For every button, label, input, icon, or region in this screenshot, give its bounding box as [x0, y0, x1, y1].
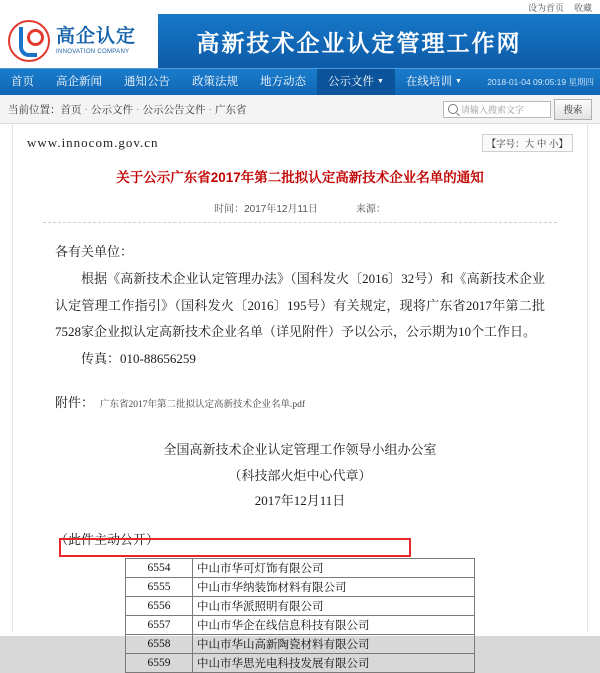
- article-time-label: 时间：: [214, 204, 245, 216]
- public-disclosure-note: （此件主动公开）: [55, 532, 160, 548]
- row-company-name: 中山市华纳装饰材料有限公司: [193, 578, 475, 597]
- signoff-org: 全国高新技术企业认定管理工作领导小组办公室: [163, 442, 437, 458]
- logo-en-text: INNOVATION COMPANY: [56, 48, 130, 55]
- article-time: [214, 200, 318, 215]
- chevron-down-icon: ▼: [454, 77, 462, 85]
- article-body: [55, 239, 545, 372]
- font-size-large[interactable]: 大: [524, 139, 535, 150]
- nav-label: 高企新闻: [56, 76, 102, 88]
- table-row[interactable]: [126, 578, 475, 597]
- nav-item-policy[interactable]: [181, 69, 249, 95]
- table-row[interactable]: [126, 597, 475, 616]
- site-title: 高新技术企业认定管理工作网: [196, 30, 522, 57]
- article-time-value: 2017年12月11日: [244, 204, 318, 216]
- nav-label: 地方动态: [260, 76, 306, 88]
- signoff-date: 2017年12月11日: [254, 493, 346, 509]
- nav-item-online-training[interactable]: [395, 69, 473, 95]
- breadcrumb-item-public-notice-files[interactable]: 公示公告文件: [142, 103, 206, 116]
- nav-item-home[interactable]: [0, 69, 45, 95]
- breadcrumb-separator: ·: [136, 103, 140, 115]
- breadcrumb-separator: ·: [84, 103, 88, 115]
- row-number: 6559: [126, 654, 193, 673]
- article-signoff: [13, 437, 587, 513]
- article-fax: 传真：010-88656259: [81, 350, 196, 366]
- row-company-name: 中山市华可灯饰有限公司: [193, 559, 475, 578]
- article-card: [12, 124, 588, 671]
- breadcrumb-bar: [0, 95, 600, 124]
- nav-label: 通知公告: [124, 76, 170, 88]
- site-url: www.innocom.gov.cn: [27, 135, 159, 150]
- attachment-label: 附件：: [55, 395, 95, 411]
- article-salutation: 各有关单位：: [55, 244, 134, 260]
- font-size-small[interactable]: 小: [548, 139, 559, 150]
- nav-item-notice[interactable]: [113, 69, 181, 95]
- nav-item-news[interactable]: [45, 69, 113, 95]
- site-banner: [0, 14, 600, 68]
- breadcrumb-item-public-files[interactable]: 公示文件: [91, 103, 133, 116]
- table-row[interactable]: [126, 616, 475, 635]
- chevron-down-icon: ▼: [377, 77, 384, 85]
- nav-clock: 2018-01-04 09:05:19 星期四: [487, 77, 594, 87]
- company-list-table: [125, 558, 475, 673]
- search-area: [443, 99, 592, 120]
- article-meta: [43, 200, 557, 223]
- row-number: 6554: [126, 559, 193, 578]
- row-company-name: 中山市华企在线信息科技有限公司: [193, 616, 475, 635]
- article-header-row: [13, 124, 587, 152]
- nav-item-local[interactable]: [249, 69, 317, 95]
- font-size-control: [482, 134, 573, 152]
- breadcrumb-item-guangdong[interactable]: 广东省: [215, 103, 247, 116]
- company-logo-icon: [8, 20, 50, 62]
- breadcrumb-prefix: 当前位置：: [8, 103, 61, 116]
- utility-bar: [0, 0, 600, 14]
- font-size-label: 【字号：: [486, 139, 525, 150]
- article-source-label: 来源：: [355, 204, 386, 216]
- font-size-close: 】: [558, 139, 568, 150]
- search-button[interactable]: 搜索: [554, 99, 592, 120]
- row-number: 6555: [126, 578, 193, 597]
- breadcrumb-item-home[interactable]: 首页: [60, 103, 82, 116]
- row-number: 6557: [126, 616, 193, 635]
- article-source: [356, 200, 386, 215]
- signoff-seal: （科技部火炬中心代章）: [228, 467, 372, 483]
- row-number: 6558: [126, 635, 193, 654]
- nav-label: 在线培训: [405, 76, 452, 89]
- table-row[interactable]: [126, 635, 475, 654]
- nav-item-public-files[interactable]: [317, 69, 395, 95]
- nav-label: 公示文件: [328, 76, 374, 89]
- font-size-medium[interactable]: 中: [536, 139, 547, 150]
- page-title: 关于公示广东省2017年第二批拟认定高新技术企业名单的通知: [116, 170, 484, 185]
- add-favorite-link[interactable]: 收藏: [573, 2, 592, 13]
- site-logo[interactable]: [0, 14, 158, 68]
- set-homepage-link[interactable]: 设为首页: [527, 2, 564, 13]
- row-number: 6556: [126, 597, 193, 616]
- table-row[interactable]: [126, 654, 475, 673]
- logo-text: [56, 27, 136, 55]
- logo-cn-text: 高企认定: [56, 25, 137, 47]
- breadcrumb-separator: ·: [208, 103, 212, 115]
- main-nav: [0, 68, 600, 95]
- search-placeholder: 请输入搜索文字: [461, 104, 525, 115]
- nav-label: 政策法规: [192, 76, 238, 88]
- attachment-file-link[interactable]: 广东省2017年第二批拟认定高新技术企业名单.pdf: [100, 400, 306, 411]
- nav-label: 首页: [11, 76, 34, 88]
- row-company-name: 中山市华派照明有限公司: [193, 597, 475, 616]
- row-company-name: 中山市华山高新陶瓷材料有限公司: [193, 635, 475, 654]
- table-row[interactable]: [126, 559, 475, 578]
- attachment-row: [55, 392, 545, 411]
- search-input[interactable]: [443, 101, 551, 118]
- search-icon: [448, 104, 458, 114]
- row-company-name: 中山市华思光电科技发展有限公司: [193, 654, 475, 673]
- article-paragraph-1: 根据《高新技术企业认定管理办法》（国科发火〔2016〕32号）和《高新技术企业认定管理工作指引》（国科发火〔2016〕195号）有关规定，现将广东省2017年第二批7528家企业拟认定高新技术企业名单（详见附件）予以公示，公示期为10个工作日。: [55, 270, 545, 340]
